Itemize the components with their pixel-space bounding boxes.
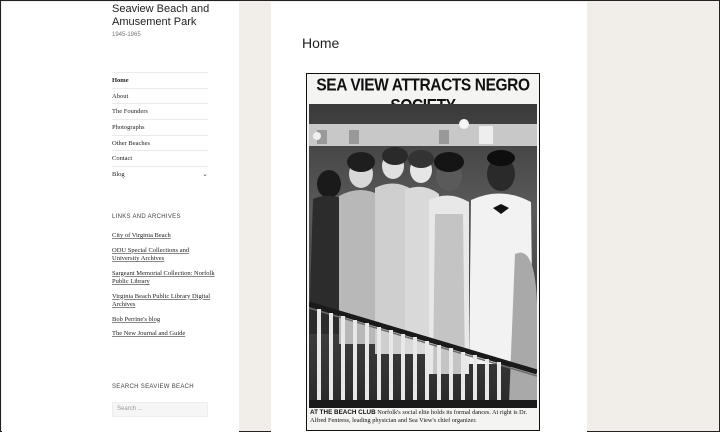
- search-input[interactable]: Search ...: [112, 402, 208, 417]
- caption-text: Norfolk's social elite holds its formal dances. At right is Dr. Alfred Fentress, leading physician and Sea View's chief organizer.: [310, 409, 528, 424]
- nav-item-blog[interactable]: [112, 166, 208, 182]
- nav-item-label: About: [112, 92, 129, 100]
- newspaper-clipping: [306, 73, 540, 431]
- link-new-journal-and-guide[interactable]: The New Journal and Guide: [112, 330, 186, 337]
- nav-item-label: The Founders: [112, 108, 148, 116]
- nav-item-label: Home: [112, 76, 129, 84]
- nav-item-other-beaches[interactable]: [112, 135, 208, 151]
- nav-item-home[interactable]: [112, 72, 208, 88]
- nav-item-about[interactable]: [112, 88, 208, 104]
- nav-item-the-founders[interactable]: [112, 103, 208, 119]
- links-list: [112, 232, 217, 345]
- nav-item-label: Photographs: [112, 123, 145, 131]
- site-title[interactable]: Seaview Beach and Amusement Park: [112, 3, 210, 28]
- nav-item-label: Blog: [112, 170, 125, 178]
- page-title: Home: [302, 35, 340, 51]
- main-navigation: [112, 72, 208, 182]
- link-bob-perrines-blog[interactable]: Bob Perrine's blog: [112, 315, 161, 323]
- search-widget-title: SEARCH SEAVIEW BEACH: [112, 384, 194, 390]
- nav-item-label: Other Beaches: [112, 139, 151, 147]
- clipping-headline: SEA VIEW ATTRACTS NEGRO: [316, 75, 530, 95]
- photo-image: [309, 104, 537, 408]
- clipping-caption: [310, 409, 536, 425]
- link-sargeant-memorial-collection[interactable]: Sargeant Memorial Collection: Norfolk Public Library: [112, 269, 215, 285]
- link-city-of-virginia-beach[interactable]: City of Virginia Beach: [112, 232, 171, 239]
- links-widget-title: LINKS AND ARCHIVES: [112, 214, 181, 220]
- nav-item-photographs[interactable]: [112, 119, 208, 135]
- nav-item-label: Contact: [112, 155, 133, 163]
- main-content: [271, 2, 587, 432]
- caption-lead: AT THE BEACH CLUB: [310, 409, 376, 416]
- link-odu-special-collections[interactable]: ODU Special Collections and University Archives: [112, 246, 190, 262]
- link-virginia-beach-public-library[interactable]: Virginia Beach Public Library Digital Archives: [112, 292, 211, 308]
- sidebar: [2, 2, 239, 432]
- chevron-down-icon[interactable]: ⌄: [202, 170, 208, 179]
- site-description: 1945-1965: [112, 32, 141, 38]
- nav-item-contact[interactable]: [112, 150, 208, 166]
